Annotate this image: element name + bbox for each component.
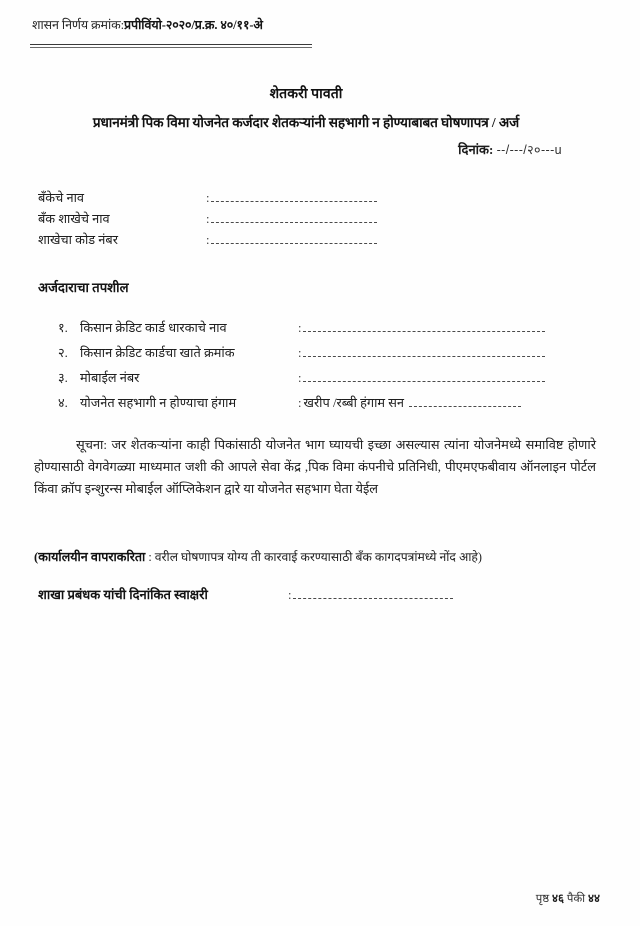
office-use-bold-label: (कार्यालयीन वापराकरिता — [34, 550, 146, 564]
office-use-line — [34, 548, 600, 565]
season-optout-number: ४. — [58, 396, 68, 410]
government-resolution-header — [32, 18, 608, 34]
bank-name-colon: : — [206, 191, 210, 205]
footer-middle: पैकी — [566, 893, 586, 905]
kcc-account-number-label: किसान क्रेडिट कार्डचा खाते क्रमांक — [80, 346, 235, 360]
branch-code-row — [38, 230, 538, 251]
bank-name-label: बँकेचे नाव — [38, 191, 84, 205]
mobile-number-number: ३. — [58, 371, 68, 385]
kcc-holder-name-input-line[interactable] — [303, 331, 545, 332]
branch-name-row — [38, 209, 538, 230]
date-label: दिनांक: — [458, 142, 494, 157]
title-block — [32, 84, 580, 158]
applicant-details-section — [58, 318, 558, 418]
footer-total-pages: ४६ — [551, 893, 564, 905]
date-value: --/---/२०---u — [496, 143, 562, 157]
mobile-number-label: मोबाईल नंबर — [80, 371, 140, 385]
kcc-account-number-number: २. — [58, 346, 68, 360]
mobile-number-row — [58, 368, 558, 393]
notice-paragraph — [34, 434, 596, 501]
header-reference-number: प्रपीविंयो-२०२०/प्र.क्र. ४०/११-अे — [124, 18, 263, 32]
branch-code-label: शाखेचा कोड नंबर — [38, 233, 118, 247]
mobile-number-colon: : — [298, 371, 302, 385]
season-optout-colon: : — [298, 396, 302, 410]
bank-name-row — [38, 188, 538, 209]
branch-manager-signature-row — [38, 585, 498, 603]
season-optout-row — [58, 393, 558, 418]
branch-code-input-line[interactable] — [211, 243, 377, 244]
footer-current-page: ४४ — [588, 893, 600, 905]
branch-code-colon: : — [206, 233, 210, 247]
bank-name-input-line[interactable] — [211, 201, 377, 202]
notice-label: सूचना: — [76, 438, 107, 452]
branch-manager-signature-label: शाखा प्रबंधक यांची दिनांकित स्वाक्षरी — [38, 587, 208, 602]
mobile-number-input-line[interactable] — [303, 381, 545, 382]
branch-manager-signature-line[interactable] — [293, 598, 453, 599]
date-line — [32, 140, 580, 158]
header-prefix-text: शासन निर्णय क्रमांक: — [32, 18, 125, 32]
page-title: शेतकरी पावती — [269, 87, 343, 102]
page-footer — [536, 891, 600, 906]
applicant-details-heading: अर्जदाराचा तपशील — [38, 280, 129, 295]
season-optout-season-text: खरीप /रब्बी हंगाम सन — [303, 396, 405, 410]
notice-text: जर शेतकऱ्यांना काही पिकांसाठी योजनेत भाग घ्यायची इच्छा असल्यास त्यांना योजनेमध्ये समाविष्ट होणारे होण्यासाठी वेगवेगळ्या माध्यमात जशी की आपले सेवा केंद्र ,पिक विमा कंपनीचे प्रतिनिधी, पीएमएफबीवाय ऑनलाइन पोर्टल किंवा क्रॉप इन्शुरन्स मोबाईल ऑप्लिकेशन द्वारे या योजनेत सहभाग घेता येईल — [34, 438, 596, 497]
branch-name-label: बँक शाखेचे नाव — [38, 212, 110, 226]
office-use-rest-text: : वरील घोषणापत्र योग्य ती कारवाई करण्यासाठी बँक कागदपत्रांमध्ये नोंद आहे) — [148, 550, 482, 564]
header-divider-rule — [30, 44, 312, 48]
kcc-account-number-row — [58, 343, 558, 368]
kcc-holder-name-row — [58, 318, 558, 343]
bank-details-section — [38, 188, 538, 251]
season-optout-input-line[interactable] — [409, 406, 521, 407]
kcc-holder-name-colon: : — [298, 321, 302, 335]
season-optout-label: योजनेत सहभागी न होण्याचा हंगाम — [80, 396, 237, 410]
kcc-holder-name-label: किसान क्रेडिट कार्ड धारकाचे नाव — [80, 321, 227, 335]
kcc-holder-name-number: १. — [58, 321, 68, 335]
kcc-account-number-colon: : — [298, 346, 302, 360]
kcc-account-number-input-line[interactable] — [303, 356, 545, 357]
branch-name-input-line[interactable] — [211, 222, 377, 223]
footer-prefix: पृष्ठ — [535, 893, 550, 905]
branch-name-colon: : — [206, 212, 210, 226]
branch-manager-signature-colon: : — [288, 588, 292, 602]
page-subtitle: प्रधानमंत्री पिक विमा योजनेत कर्जदार शेतकऱ्यांनी सहभागी न होण्याबाबत घोषणापत्र / अर्ज — [92, 115, 520, 130]
header-reference-line — [32, 18, 608, 34]
